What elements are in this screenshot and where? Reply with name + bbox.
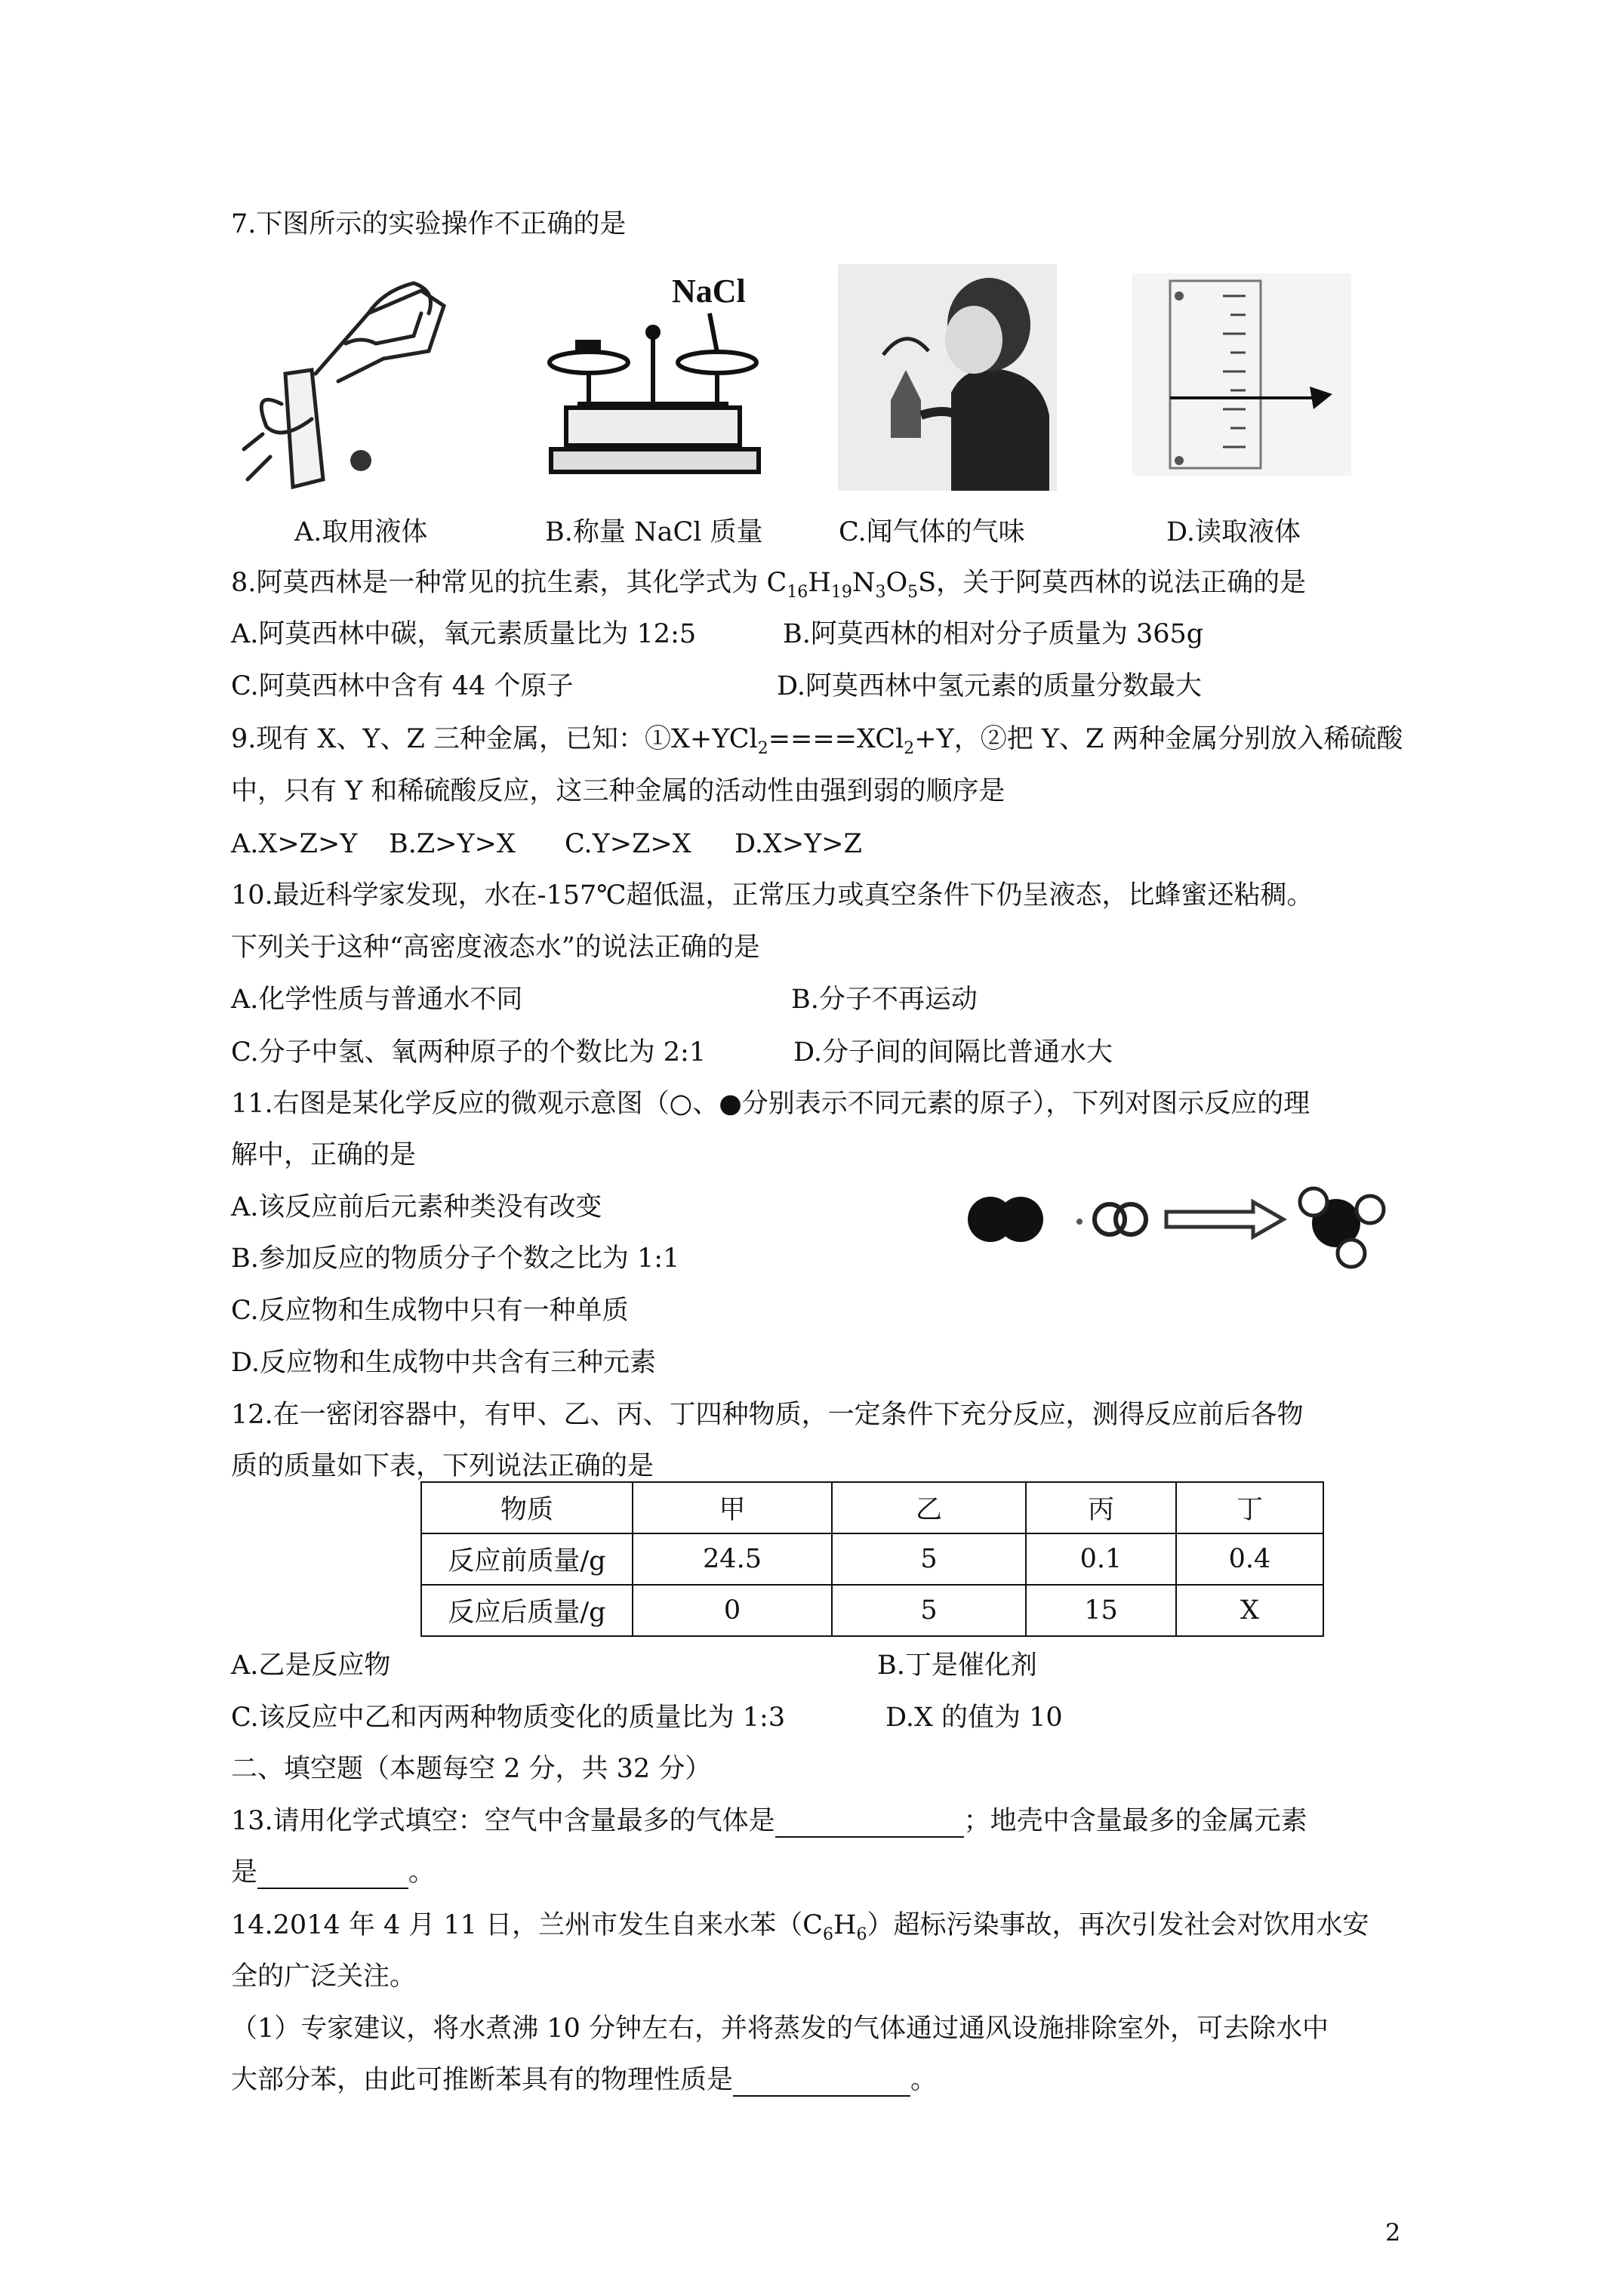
table-row [421, 1585, 1323, 1636]
q14-line2: 全的广泛关注。 [231, 1962, 417, 1992]
q8-option-c: C.阿莫西林中含有 44 个原子 [231, 671, 574, 701]
q10-option-d: D.分子间的间隔比普通水大 [793, 1037, 1113, 1068]
table-row [421, 1533, 1323, 1585]
q10-line1: 10.最近科学家发现，水在-157℃超低温，正常压力或真空条件下仍呈液态，比蜂蜜还粘稠。 [231, 880, 1313, 911]
q11-option-b: B.参加反应的物质分子个数之比为 1:1 [231, 1244, 680, 1274]
q13-line1-a: 13.请用化学式填空：空气中含量最多的气体是 [231, 1806, 775, 1836]
q14-line1-a: 14.2014 年 4 月 11 日，兰州市发生自来水苯（C [231, 1910, 823, 1940]
mass-table [420, 1481, 1324, 1637]
q9-option-b: B.Z>Y>X [389, 829, 516, 859]
q13-line1-b: ；地壳中含量最多的金属元素 [963, 1806, 1307, 1836]
q14-line4 [231, 2063, 937, 2097]
q14-line1-b: ）超标污染事故，再次引发社会对饮用水安 [867, 1910, 1369, 1940]
q14-line4-a: 大部分苯，由此可推断苯具有的物理性质是 [231, 2065, 734, 2095]
q12-option-b: B.丁是催化剂 [877, 1650, 1037, 1681]
table-cell: X [1176, 1585, 1323, 1636]
q14-sub2: 6 [856, 1925, 867, 1944]
answer-blank[interactable] [733, 2069, 910, 2097]
q8-option-b: B.阿莫西林的相对分子质量为 365g [783, 619, 1204, 649]
q7-option-d: D.读取液体 [1166, 517, 1301, 547]
table-cell: 5 [832, 1533, 1026, 1585]
q11-line1: 11.右图是某化学反应的微观示意图（○、●分别表示不同元素的原子），下列对图示反应的理 [231, 1089, 1310, 1119]
q13-line2-a: 是 [231, 1857, 258, 1888]
table-header-row [421, 1482, 1323, 1533]
q8-option-a: A.阿莫西林中碳，氧元素质量比为 12:5 [231, 619, 697, 649]
q7-option-a: A.取用液体 [294, 517, 428, 547]
q7-stem: 7.下图所示的实验操作不正确的是 [231, 209, 627, 239]
q10-option-c: C.分子中氢、氧两种原子的个数比为 2:1 [231, 1037, 707, 1068]
answer-blank[interactable] [775, 1811, 964, 1838]
q10-option-a: A.化学性质与普通水不同 [231, 985, 523, 1015]
section2-heading: 二、填空题（本题每空 2 分，共 32 分） [231, 1754, 712, 1784]
q7-option-b: B.称量 NaCl 质量 [545, 517, 763, 547]
q14-sub1: 6 [822, 1925, 833, 1944]
q12-line1: 12.在一密闭容器中，有甲、乙、丙、丁四种物质，一定条件下充分反应，测得反应前后各物 [231, 1400, 1304, 1430]
q9-line1-b: ====XCl [768, 724, 904, 754]
table-cell: 0.1 [1026, 1533, 1176, 1585]
q10-option-b: B.分子不再运动 [791, 985, 978, 1015]
q8-stem-after: ，关于阿莫西林的说法正确的是 [936, 568, 1307, 598]
answer-blank[interactable] [257, 1862, 408, 1889]
q9-sub2: 2 [904, 739, 915, 758]
q14-line1 [231, 1909, 1369, 1952]
table-header-cell: 乙 [832, 1482, 1026, 1533]
q9-line1-c: +Y，②把 Y、Z 两种金属分别放入稀硫酸 [914, 724, 1403, 754]
q9-option-c: C.Y>Z>X [565, 829, 691, 859]
q8-formula: $C_{16}H_{19}N_3O_5S$ [766, 568, 937, 602]
table-header-cell: 甲 [633, 1482, 832, 1533]
page-number: 2 [1385, 2218, 1401, 2247]
figure-d-reading-volume [1132, 273, 1351, 476]
q11-option-a: A.该反应前后元素种类没有改变 [231, 1192, 602, 1222]
q9-option-a: A.X>Z>Y [231, 829, 358, 859]
q7-option-c: C.闻气体的气味 [839, 517, 1025, 547]
q13-line2 [231, 1856, 435, 1889]
q8-stem-before: 8.阿莫西林是一种常见的抗生素，其化学式为 [231, 568, 767, 598]
table-cell: 反应前质量/g [421, 1533, 633, 1585]
q11-option-c: C.反应物和生成物中只有一种单质 [231, 1296, 629, 1326]
table-cell: 反应后质量/g [421, 1585, 633, 1636]
q13-line1 [231, 1804, 1307, 1838]
q9-line1-a: 9.现有 X、Y、Z 三种金属，已知：①X+YCl [231, 724, 758, 754]
table-header-cell: 丁 [1176, 1482, 1323, 1533]
q8-stem [231, 566, 1306, 609]
table-cell: 15 [1026, 1585, 1176, 1636]
figure-b-nacl-label: NaCl [672, 273, 746, 310]
figure-b-balance [536, 268, 778, 483]
q13-line2-b: 。 [408, 1857, 436, 1888]
table-cell: 0 [633, 1585, 832, 1636]
q10-line2: 下列关于这种“高密度液态水”的说法正确的是 [231, 932, 760, 963]
q11-option-d: D.反应物和生成物中共含有三种元素 [231, 1348, 656, 1378]
q12-option-c: C.该反应中乙和丙两种物质变化的质量比为 1:3 [231, 1703, 786, 1733]
q9-option-d: D.X>Y>Z [735, 829, 862, 859]
q14-line4-b: 。 [910, 2065, 938, 2095]
q14-mid: H [833, 1910, 857, 1940]
q14-line3: （1）专家建议，将水煮沸 10 分钟左右，并将蒸发的气体通过通风设施排除室外，可去除水中 [231, 2014, 1329, 2044]
q12-option-d: D.X 的值为 10 [885, 1703, 1063, 1733]
q9-line1 [231, 723, 1403, 766]
table-cell: 24.5 [633, 1533, 832, 1585]
table-cell: 0.4 [1176, 1533, 1323, 1585]
figure-c-smelling-gas [838, 264, 1057, 491]
q12-line2: 质的质量如下表，下列说法正确的是 [231, 1451, 654, 1481]
q9-line2: 中，只有 Y 和稀硫酸反应，这三种金属的活动性由强到弱的顺序是 [231, 776, 1006, 806]
table-cell: 5 [832, 1585, 1026, 1636]
q12-option-a: A.乙是反应物 [231, 1650, 391, 1681]
q8-option-d: D.阿莫西林中氢元素的质量分数最大 [777, 671, 1202, 701]
q9-sub1: 2 [757, 739, 768, 758]
table-header-cell: 丙 [1026, 1482, 1176, 1533]
q11-line2: 解中，正确的是 [231, 1140, 417, 1170]
q11-reaction-diagram [959, 1155, 1397, 1284]
figure-a-taking-liquid [240, 260, 459, 491]
table-header-cell: 物质 [421, 1482, 633, 1533]
